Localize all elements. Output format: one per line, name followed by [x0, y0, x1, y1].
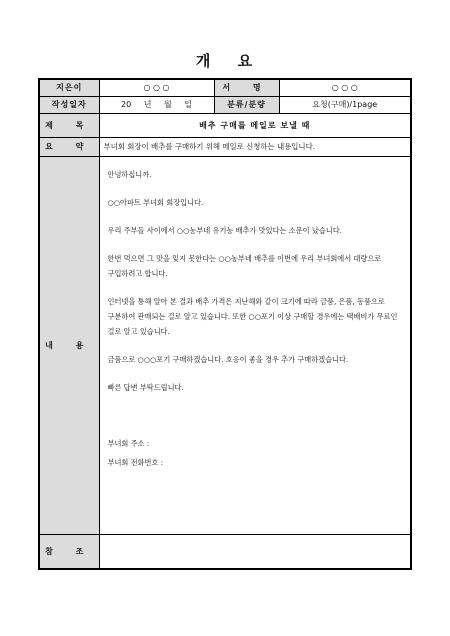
content-paragraph: 인터넷을 통해 알아 본 결과 배추 가격은 지난해와 같이 크기에 따라 금품, 은품, 동품으로 구분하여 판매되는 걸로 알고 있습니다. 또한 ○○포기 이상 구매할 경우에는 택배비가 무료인 걸로 알고 있습니다. [107, 296, 398, 336]
author-label: 지은이 [39, 79, 99, 96]
book-name-label: 서 명 [214, 79, 279, 96]
summary-value: 부녀회 회장이 배추를 구매하기 위해 메일로 신청하는 내용입니다. [99, 137, 411, 156]
category-value: 요청(구매)/1page [279, 96, 411, 113]
content-paragraph: ○○아파트 부녀회 회장입니다. [107, 197, 204, 207]
date-value: 20 년 월 일 [99, 96, 214, 113]
content-body [99, 156, 411, 534]
category-label: 분류/분량 [214, 96, 279, 113]
date-label: 작성일자 [39, 96, 99, 113]
content-paragraph: 안녕하십니까. [107, 169, 152, 179]
summary-label: 요 약 [39, 137, 99, 156]
content-paragraph: 우리 주부들 사이에서 ○○농부네 유기농 배추가 맛있다는 소문이 났습니다. [107, 225, 342, 235]
content-label: 내 용 [39, 156, 99, 534]
content-paragraph: 한번 먹으면 그 맛을 잊지 못한다는 ○○농부네 배추를 이번에 우리 부녀회에서 대량으로 구입하려고 합니다. [107, 253, 382, 278]
author-value: ○ ○ ○ [99, 79, 214, 96]
subject-label: 제 목 [39, 113, 99, 137]
phone-line: 부녀회 전화번호 : [107, 457, 164, 467]
content-paragraph: 금품으로 ○○○포기 구매하겠습니다. 호응이 좋을 경우 추가 구매하겠습니다. [107, 354, 349, 364]
reference-value [99, 534, 411, 569]
address-line: 부녀회 주소 : [107, 438, 150, 448]
reference-label: 참 조 [39, 534, 99, 569]
document-title: 개 요 [195, 52, 255, 70]
summary-form [38, 78, 412, 570]
book-name-value: ○ ○ ○ [279, 79, 411, 96]
subject-value: 배추 구매를 메일로 보낼 때 [99, 113, 411, 137]
content-paragraph: 빠른 답변 부탁드립니다. [107, 382, 184, 392]
